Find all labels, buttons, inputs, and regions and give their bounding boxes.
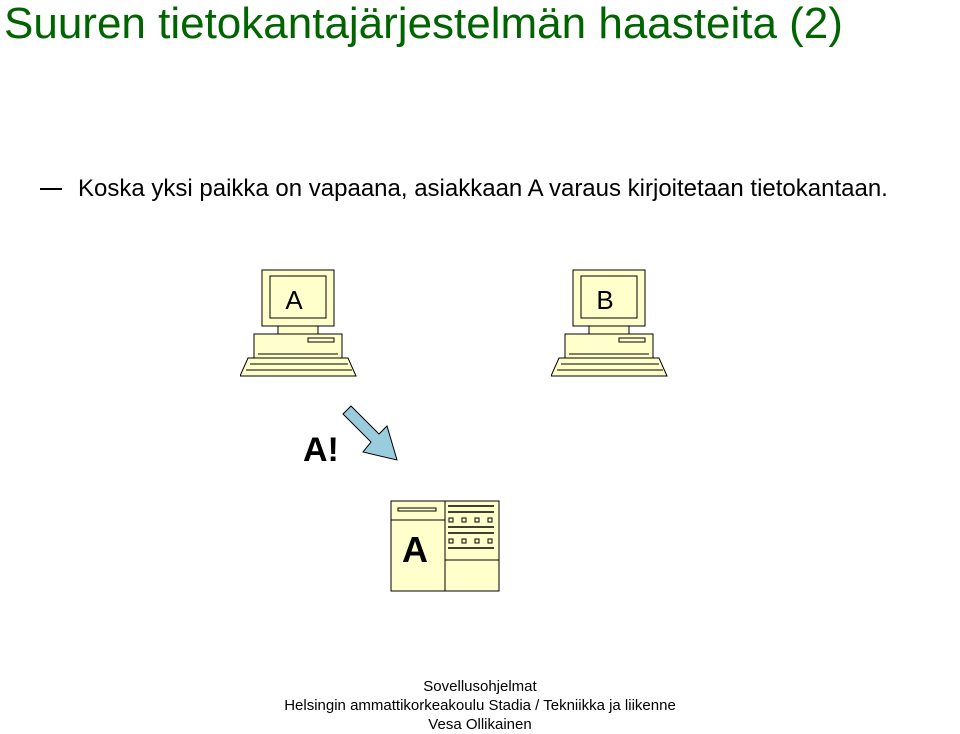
computer-b <box>551 268 669 383</box>
database-record-label: A <box>402 529 428 570</box>
footer-institution: Helsingin ammattikorkeakoulu Stadia / Tekniikka ja liikenne <box>284 697 676 714</box>
computer-a <box>240 268 358 383</box>
footer-course: Sovellusohjelmat <box>423 678 537 695</box>
dash-bullet-icon <box>40 188 62 190</box>
footer-author: Vesa Ollikainen <box>428 716 532 733</box>
computer-label: A <box>285 285 303 315</box>
bullet-text: Koska yksi paikka on vapaana, asiakkaan A varaus kirjoitetaan tietokantaan. <box>78 175 888 202</box>
arrow-down-right-icon <box>335 400 401 466</box>
slide-title: Suuren tietokantajärjestelmän haasteita (2) <box>4 0 843 48</box>
message-label: A! <box>303 431 339 469</box>
computer-label: B <box>596 285 614 315</box>
